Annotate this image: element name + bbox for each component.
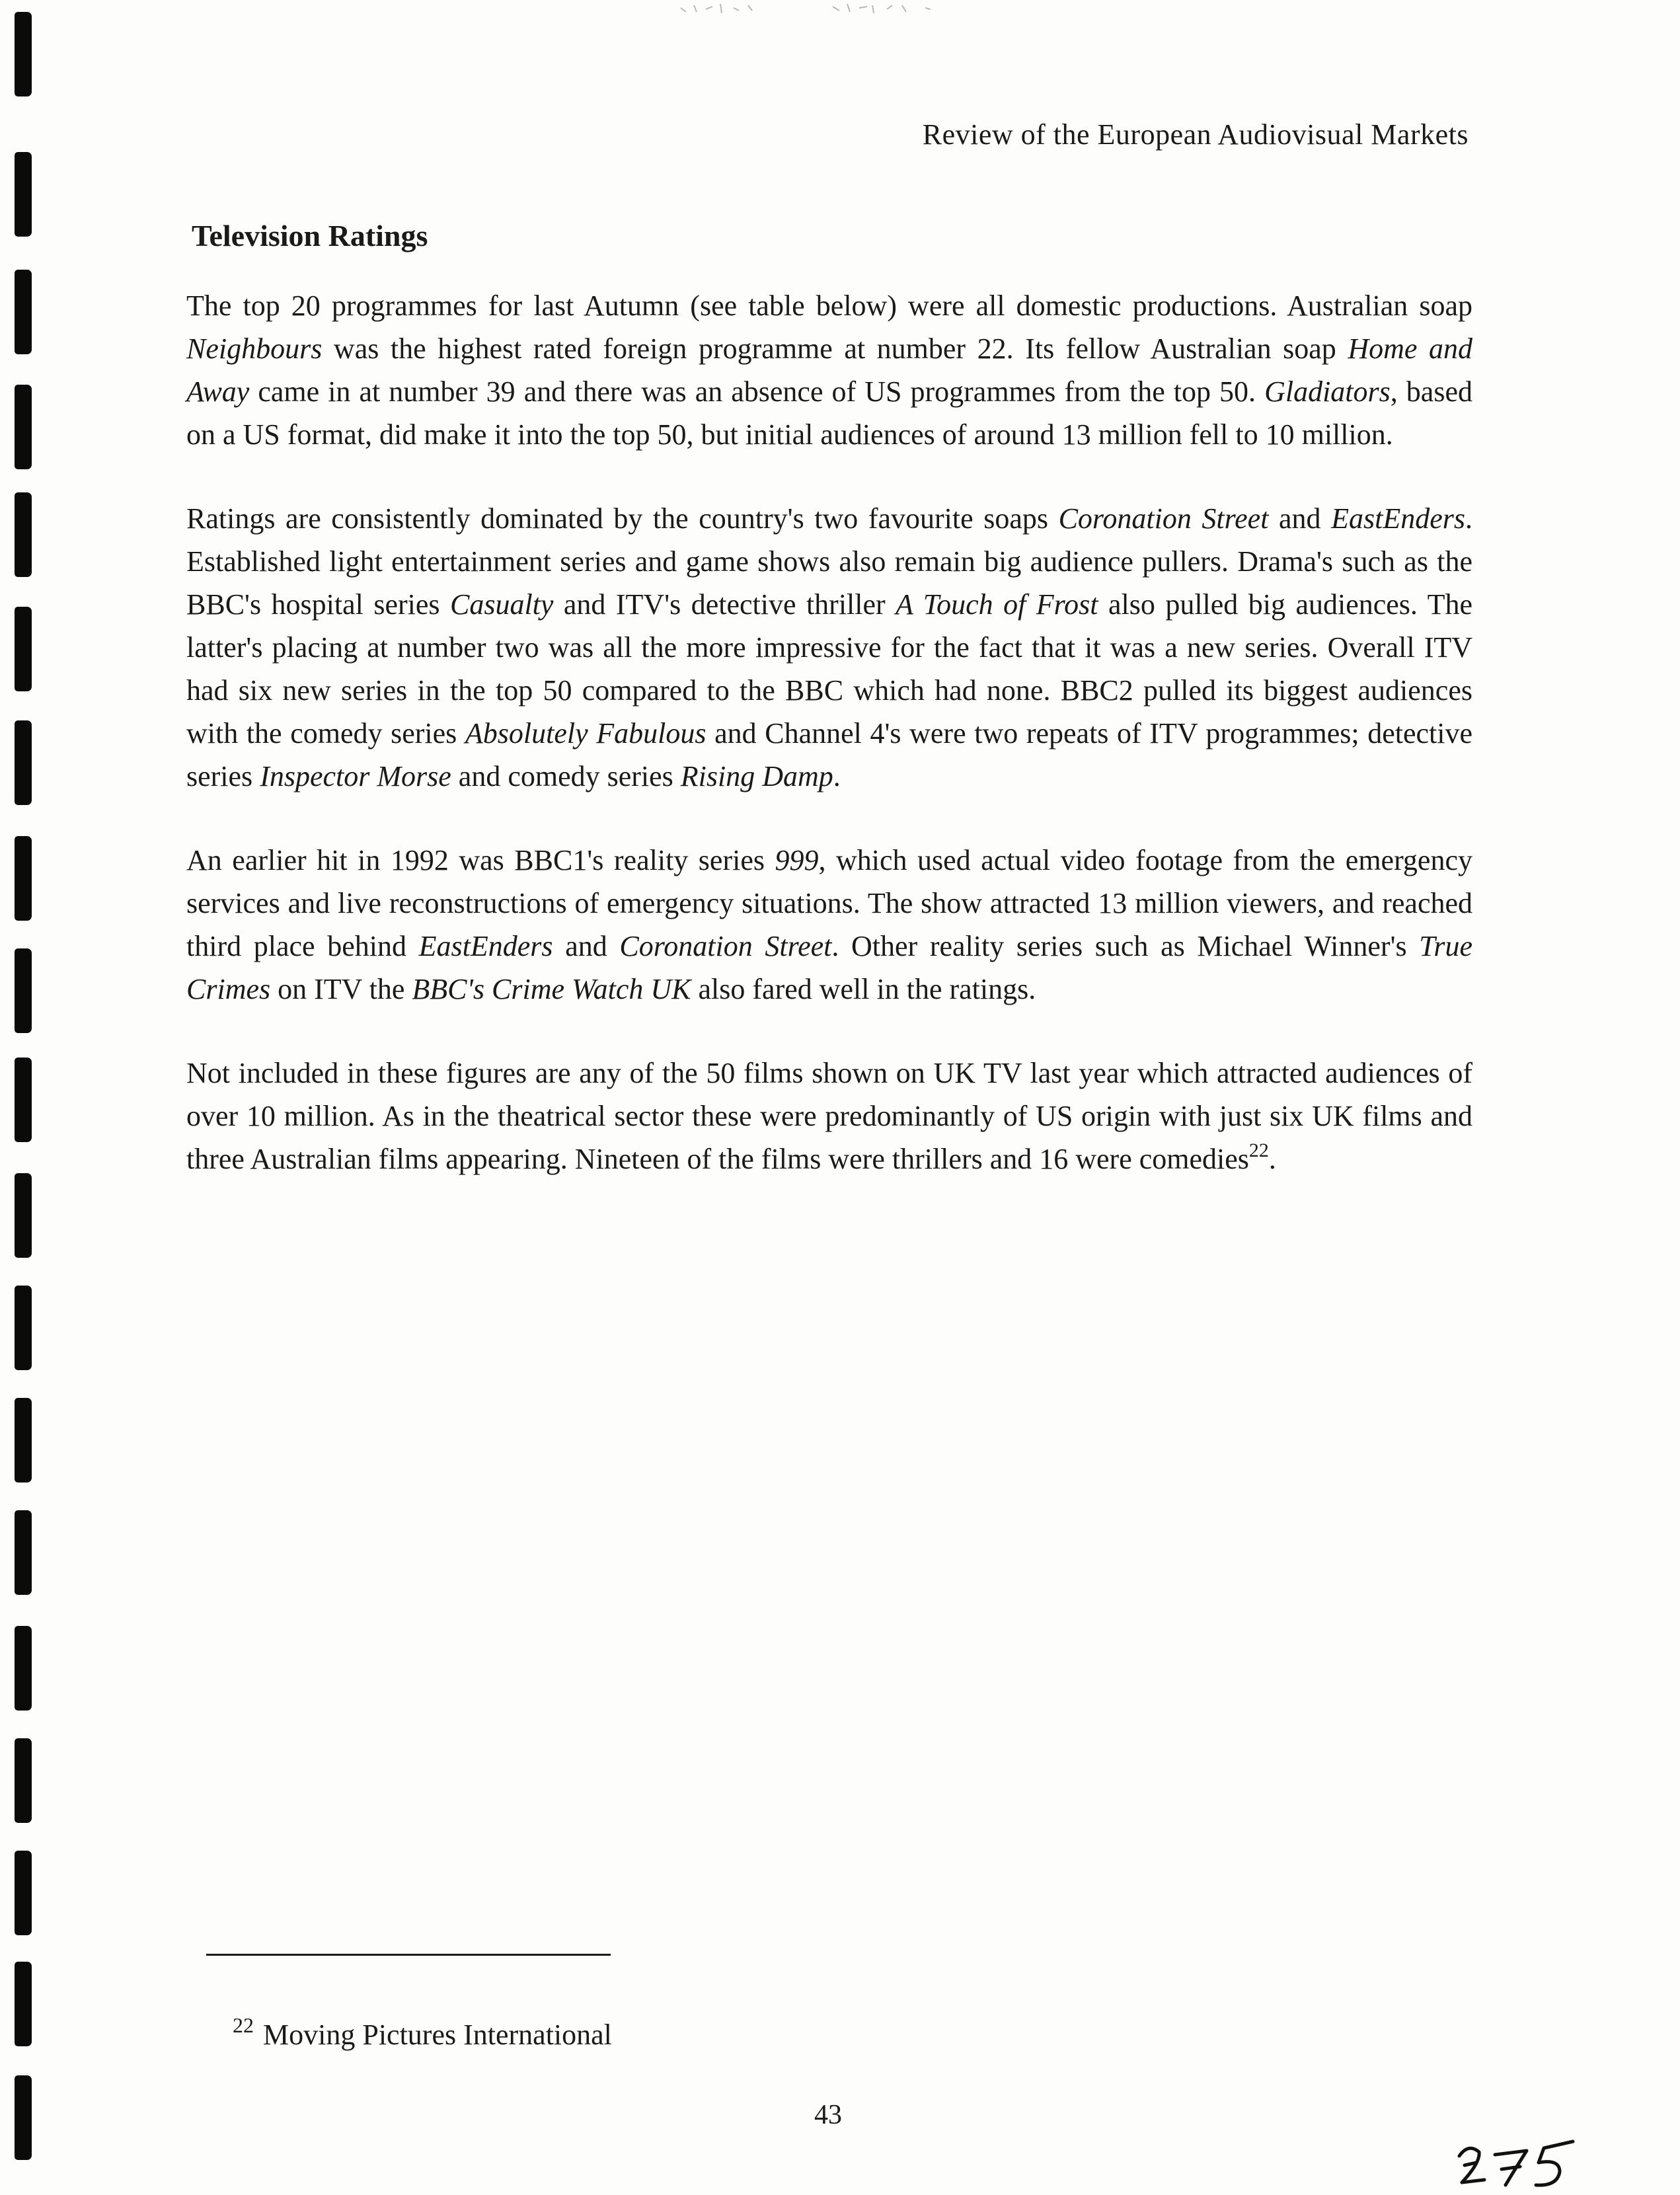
text-run: and [553, 930, 620, 962]
text-run: was the highest rated foreign programme at number 22. Its fellow Australian soap [322, 332, 1348, 365]
binder-hole [15, 270, 32, 354]
italic-title: BBC's Crime Watch UK [412, 973, 691, 1005]
binder-hole [15, 1738, 32, 1823]
section-title: Television Ratings [192, 219, 428, 252]
italic-title: A Touch of Frost [896, 588, 1098, 621]
binder-hole [15, 1626, 32, 1711]
binder-hole [15, 1058, 32, 1142]
italic-title: EastEnders [418, 930, 553, 962]
binder-hole [15, 1398, 32, 1483]
text-run: . [1268, 1143, 1276, 1175]
handwritten-annotation [1454, 2136, 1580, 2190]
binder-hole [15, 492, 32, 577]
text-run: , which used actual video footage from the emergency services and live reconstructions of emergency situations. The show attracted 13 million viewers, and reached third place behind [186, 844, 1472, 962]
binder-hole [15, 720, 32, 805]
text-run: Not included in these figures are any of the 50 films shown on UK TV last year which attracted audiences of over 10 million. As in the theatrical sector these were predominantly of US origin with just six UK films and three Australian films appearing. Nineteen of the films were thrillers and 16 were comedies [186, 1057, 1472, 1175]
footnote-ref: 22 [1248, 1139, 1269, 1161]
footnote-text: Moving Pictures International [263, 2019, 612, 2051]
italic-title: Coronation Street [1058, 502, 1269, 535]
paragraph [186, 839, 1472, 1011]
text-run: and [1268, 502, 1332, 535]
text-run: also fared well in the ratings. [691, 973, 1036, 1005]
binder-holes [15, 0, 41, 2195]
italic-title: Rising Damp [680, 760, 833, 792]
running-header [923, 118, 1469, 151]
binder-hole [15, 836, 32, 921]
text-run: came in at number 39 and there was an absence of US programmes from the top 50. [249, 375, 1265, 408]
italic-title: Neighbours [186, 332, 323, 365]
italic-title: Home and Away [186, 332, 1472, 408]
text-run: and ITV's detective thriller [553, 588, 896, 621]
binder-hole [15, 1173, 32, 1258]
italic-title: Casualty [449, 588, 554, 621]
paragraph [186, 497, 1472, 798]
italic-title: Coronation Street [619, 930, 832, 962]
italic-title: Absolutely Fabulous [465, 717, 706, 750]
text-run: The top 20 programmes for last Autumn (see table below) were all domestic productions. Australian soap [186, 289, 1472, 322]
italic-title: True Crimes [186, 930, 1472, 1005]
text-run: . Established light entertainment series and game shows also remain big audience pullers. Drama's such as the BBC's hospital series [186, 502, 1472, 621]
binder-hole [15, 152, 32, 237]
footnote-divider [206, 1954, 611, 1956]
scan-artifact [674, 0, 1018, 20]
text-run: . [833, 760, 841, 792]
text-run: also pulled big audiences. The latter's placing at number two was all the more impressive for the fact that it was a new series. Overall ITV had six new series in the top 50 compared to the BBC which had none. BBC2 pulled its biggest audiences with the comedy series [186, 588, 1472, 750]
body-text [186, 284, 1472, 1221]
text-run: . Other reality series such as Michael Winner's [831, 930, 1420, 962]
binder-hole [15, 607, 32, 691]
footnote [233, 2013, 612, 2052]
text-run: Ratings are consistently dominated by the country's two favourite soaps [186, 502, 1059, 535]
binder-hole [15, 2075, 32, 2160]
text-run: , based on a US format, did make it into the top 50, but initial audiences of around 13 million fell to 10 million. [186, 375, 1472, 451]
header-text: Review of the European Audiovisual Markets [922, 118, 1469, 151]
binder-hole [15, 1510, 32, 1595]
italic-title: 999 [775, 844, 819, 876]
binder-hole [15, 385, 32, 469]
text-run: and comedy series [451, 760, 681, 792]
binder-hole [15, 12, 32, 96]
italic-title: EastEnders [1331, 502, 1465, 535]
italic-title: Gladiators [1264, 375, 1391, 408]
text-run: and Channel 4's were two repeats of ITV programmes; detective series [186, 717, 1472, 792]
paragraph [186, 284, 1472, 456]
text-run: on ITV the [270, 973, 412, 1005]
text-run: An earlier hit in 1992 was BBC1's reality series [186, 844, 775, 876]
binder-hole [15, 1286, 32, 1370]
binder-hole [15, 1851, 32, 1935]
binder-hole [15, 1962, 32, 2046]
binder-hole [15, 948, 32, 1033]
page-number: 43 [814, 2100, 842, 2130]
footnote-number: 22 [233, 2013, 254, 2037]
paragraph [186, 1052, 1472, 1180]
italic-title: Inspector Morse [260, 760, 451, 792]
